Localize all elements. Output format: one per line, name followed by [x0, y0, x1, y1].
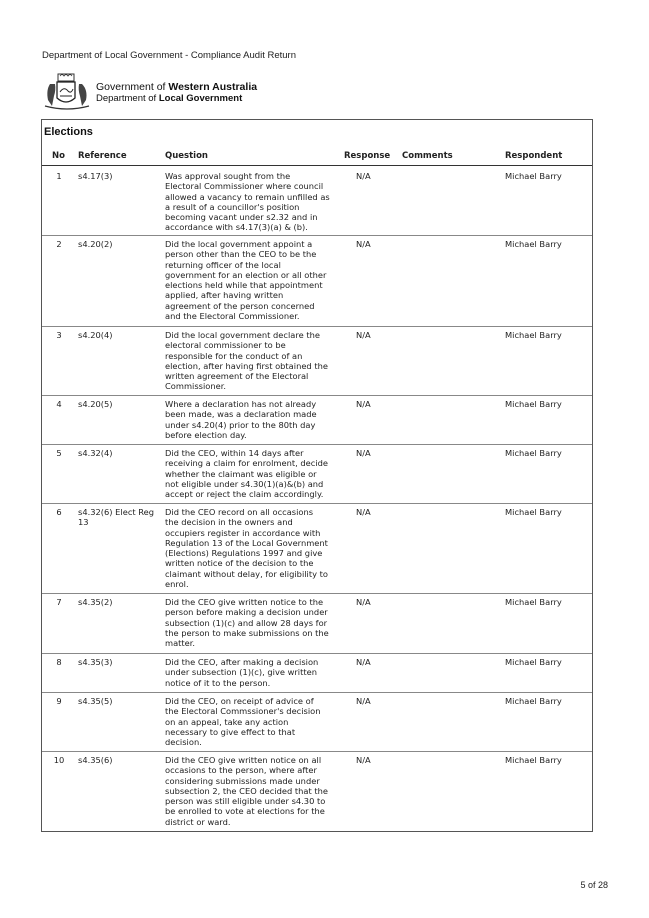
table-row — [42, 326, 592, 396]
table-row — [42, 653, 592, 693]
page-number: 5 of 28 — [580, 880, 608, 890]
government-name-bold: Western Australia — [168, 81, 258, 93]
row-reference: s4.35(5) — [78, 696, 113, 706]
row-number: 5 — [56, 448, 62, 458]
row-respondent: Michael Barry — [505, 696, 562, 706]
row-number: 2 — [56, 239, 62, 249]
row-response: N/A — [356, 239, 371, 249]
row-reference: s4.20(4) — [78, 330, 113, 340]
row-question: Where a declaration has not already been made, was a declaration made under s4.20(4) prior to the 80th day before election day. — [165, 399, 317, 440]
row-response: N/A — [356, 171, 371, 181]
table-row — [42, 395, 592, 445]
document-header-title: Department of Local Government - Compliance Audit Return — [42, 50, 296, 61]
row-response: N/A — [356, 597, 371, 607]
row-question: Did the CEO give written notice on all occasions to the person, where after considering submissions made under subsection 2, the CEO decided that the person was still eligible under s4.30 to be enrolled to vote at elections for the district or ward. — [165, 755, 328, 827]
row-respondent: Michael Barry — [505, 239, 562, 249]
row-respondent: Michael Barry — [505, 657, 562, 667]
row-question: Did the CEO, after making a decision under subsection (1)(c), give written notice of it to the person. — [165, 657, 319, 688]
row-number: 3 — [56, 330, 62, 340]
row-number: 1 — [56, 171, 62, 181]
row-number: 10 — [53, 755, 65, 765]
column-header-comments: Comments — [402, 151, 453, 161]
row-question: Did the CEO, on receipt of advice of the Electoral Commssioner's decision on an appeal, take any action necessary to give effect to that decision. — [165, 696, 321, 748]
row-reference: s4.35(3) — [78, 657, 113, 667]
row-respondent: Michael Barry — [505, 448, 562, 458]
row-reference: s4.35(2) — [78, 597, 113, 607]
row-number: 6 — [56, 507, 62, 517]
column-header-response: Response — [344, 151, 391, 161]
row-response: N/A — [356, 755, 371, 765]
row-reference: s4.35(6) — [78, 755, 113, 765]
table-row — [42, 751, 592, 831]
column-header-reference: Reference — [78, 151, 127, 161]
table-row — [42, 503, 592, 594]
row-response: N/A — [356, 507, 371, 517]
table-row — [42, 692, 592, 752]
government-logo-block — [42, 72, 302, 112]
row-respondent: Michael Barry — [505, 399, 562, 409]
row-question: Did the local government declare the electoral commissioner to be responsible for the conduct of an election, after having first obtained the written agreement of the Electoral Commissioner. — [165, 330, 328, 392]
table-row — [42, 444, 592, 504]
section-title: Elections — [44, 126, 93, 138]
column-header-no: No — [52, 151, 65, 161]
elections-table — [41, 119, 593, 832]
coat-of-arms-icon — [42, 72, 92, 112]
department-name-bold: Local Government — [158, 93, 243, 104]
row-respondent: Michael Barry — [505, 330, 562, 340]
row-question: Did the CEO record on all occasions the decision in the owners and occupiers register in accordance with Regulation 13 of the Local Government (Elections) Regulations 1997 and give written notice of the decision to the claimant without delay, for eligibility to enrol. — [165, 507, 328, 590]
row-response: N/A — [356, 657, 371, 667]
column-header-question: Question — [165, 151, 208, 161]
department-name-prefix: Department of — [96, 93, 159, 104]
row-number: 9 — [56, 696, 62, 706]
row-number: 8 — [56, 657, 62, 667]
row-question: Did the local government appoint a person other than the CEO to be the returning officer of the local government for an election or all other elections held while that appointment applied, after having written agreement of the person concerned and the Electoral Commissioner. — [165, 239, 327, 322]
row-question: Did the CEO give written notice to the person before making a decision under subsection (1)(c) and allow 28 days for the person to make submissions on the matter. — [165, 597, 329, 649]
row-respondent: Michael Barry — [505, 507, 562, 517]
row-number: 7 — [56, 597, 62, 607]
row-reference: s4.17(3) — [78, 171, 113, 181]
government-name — [96, 82, 257, 93]
row-question: Was approval sought from the Electoral Commissioner where council allowed a vacancy to remain unfilled as a result of a councillor's position becoming vacant under s2.32 and in accordance with s4.17(3)(a) & (b). — [165, 171, 330, 233]
row-question: Did the CEO, within 14 days after receiving a claim for enrolment, decide whether the claimant was eligible or not eligible under s4.30(1)(a)&(b) and accept or reject the claim accordingly. — [165, 448, 328, 500]
header-divider — [42, 165, 592, 166]
column-header-respondent: Respondent — [505, 151, 563, 161]
department-name — [96, 93, 257, 104]
row-respondent: Michael Barry — [505, 755, 562, 765]
table-row — [42, 593, 592, 654]
row-reference: s4.20(2) — [78, 239, 113, 249]
table-row — [42, 235, 592, 327]
row-respondent: Michael Barry — [505, 597, 562, 607]
government-name-prefix: Government of — [96, 81, 169, 93]
row-response: N/A — [356, 696, 371, 706]
row-reference: s4.20(5) — [78, 399, 113, 409]
row-response: N/A — [356, 399, 371, 409]
row-response: N/A — [356, 448, 371, 458]
row-response: N/A — [356, 330, 371, 340]
table-row — [42, 167, 592, 236]
row-reference: s4.32(6) Elect Reg 13 — [78, 507, 155, 528]
row-respondent: Michael Barry — [505, 171, 562, 181]
row-number: 4 — [56, 399, 62, 409]
row-reference: s4.32(4) — [78, 448, 113, 458]
